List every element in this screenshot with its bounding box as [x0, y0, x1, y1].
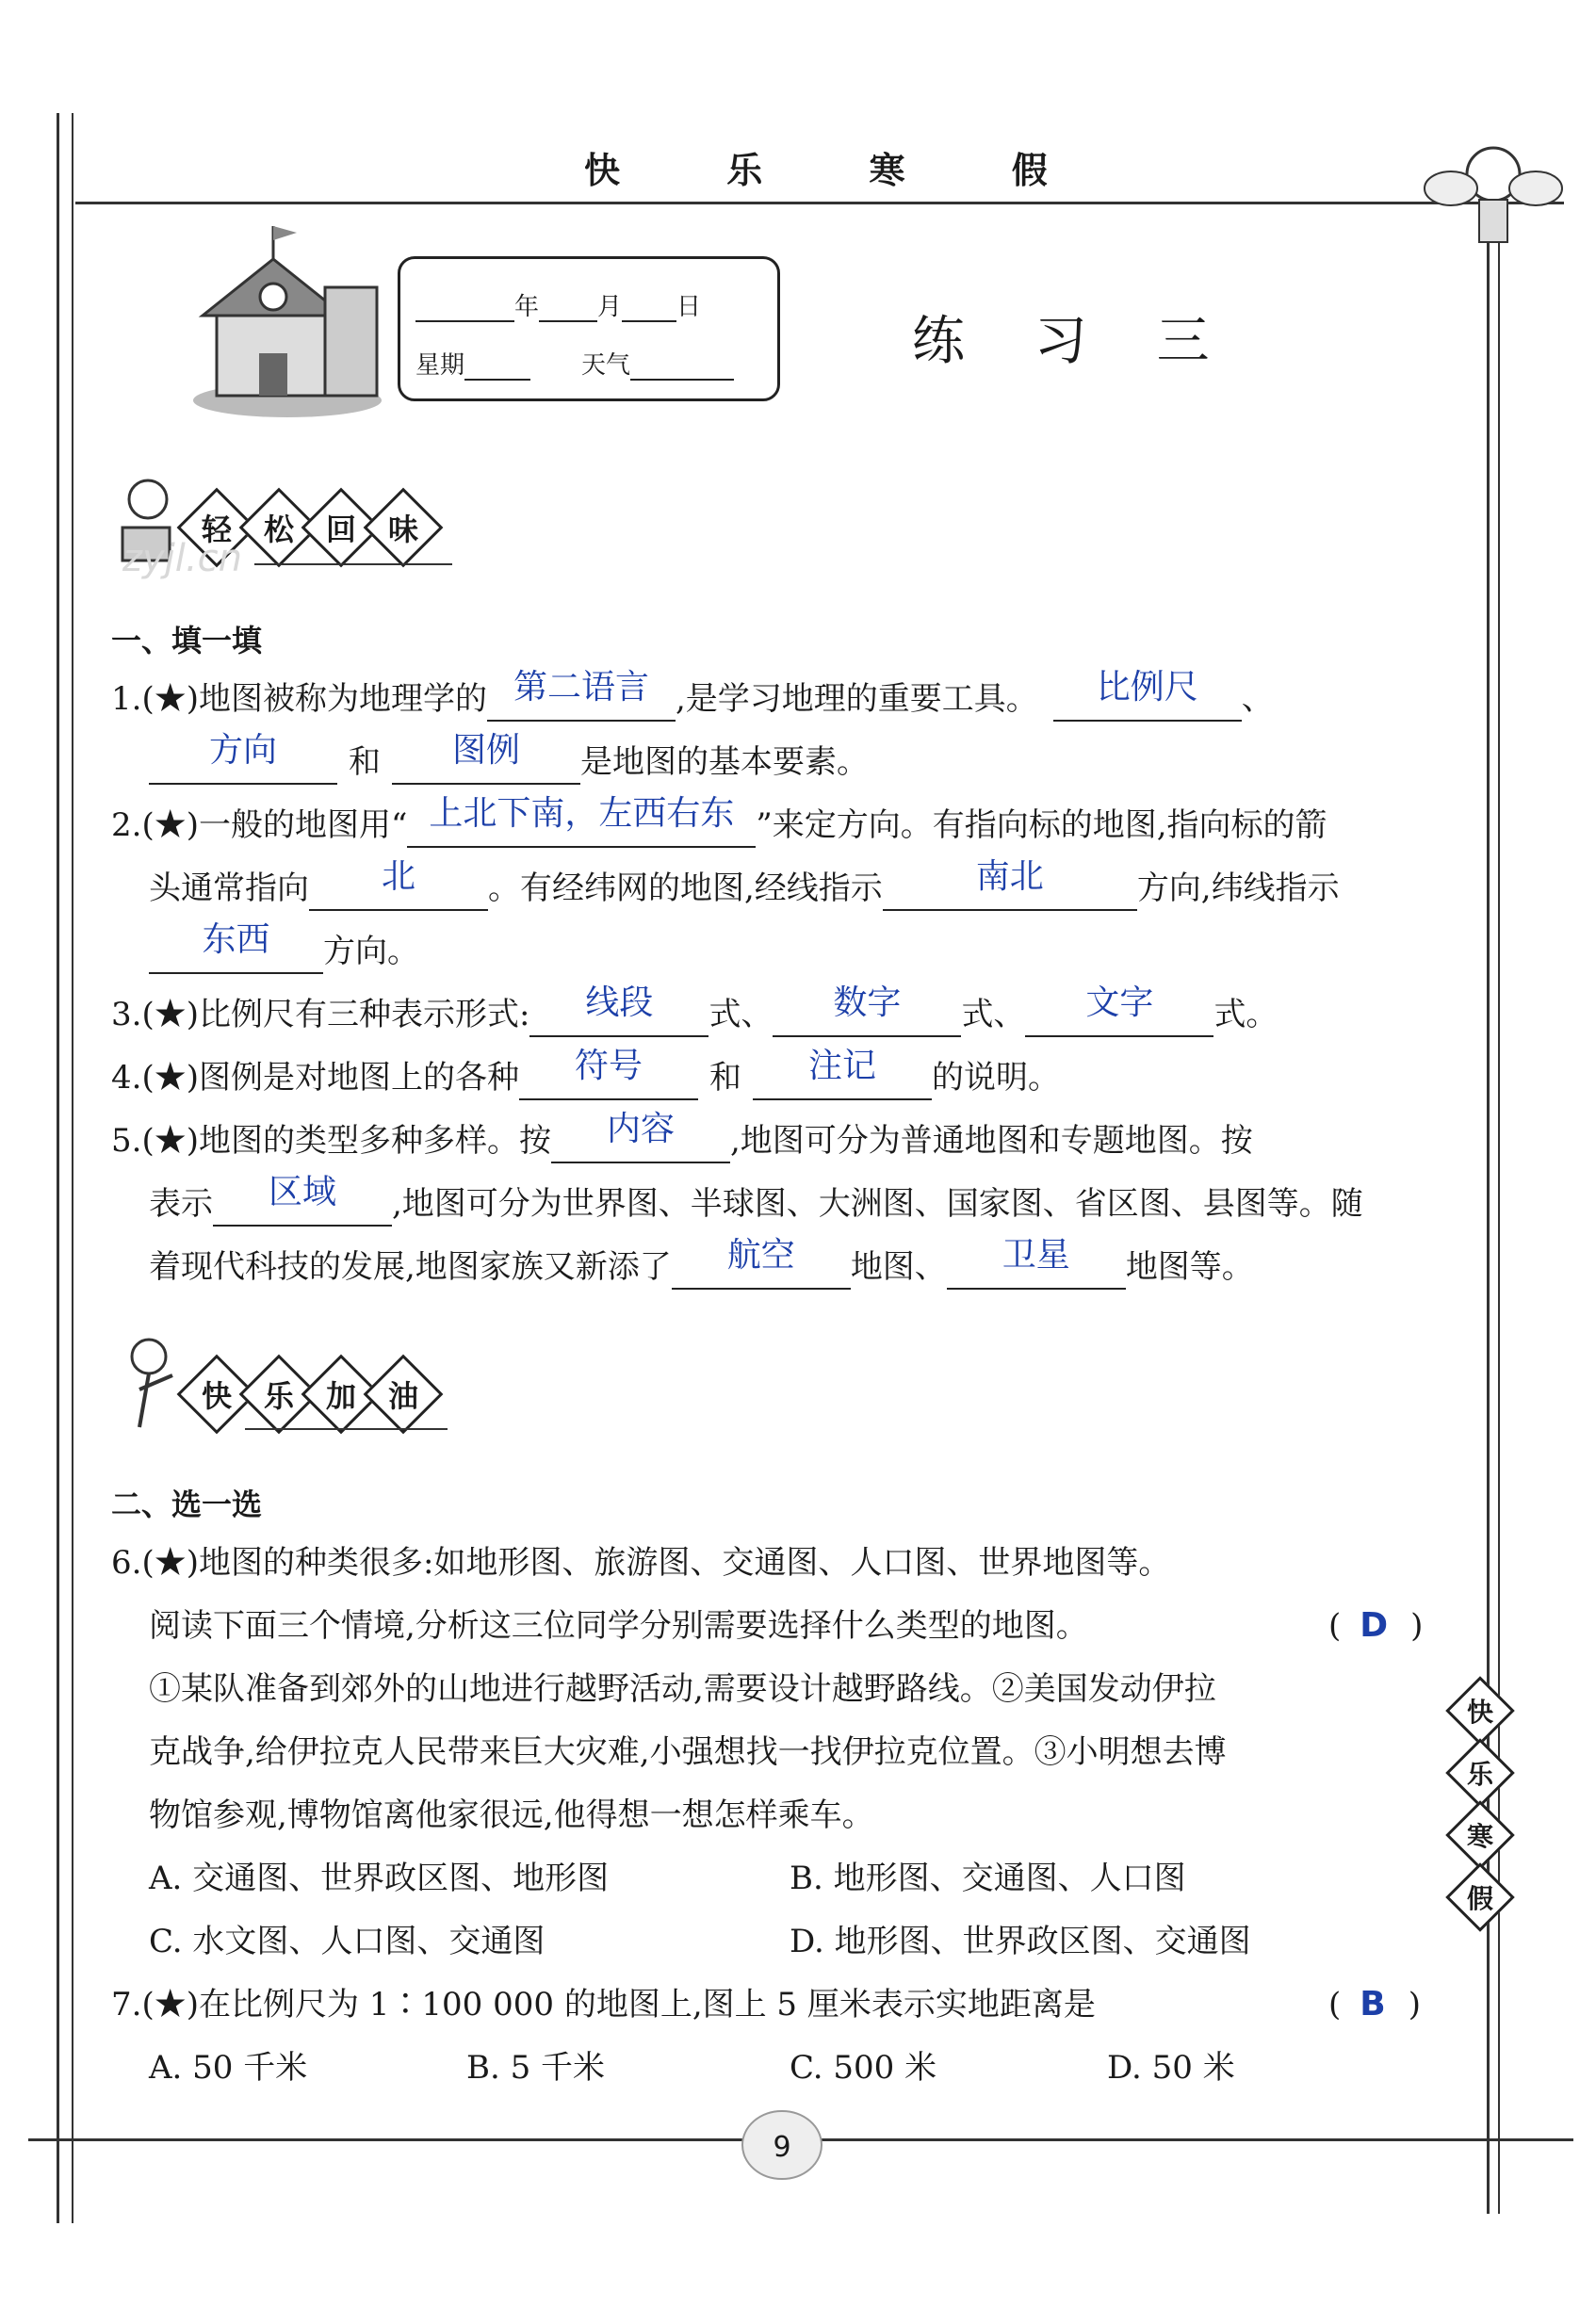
q2-line2: 头通常指向 北 。有经纬网的地图,经线指示 南北 方向,纬线指示 — [111, 866, 1340, 911]
q6-option-a: A. 交通图、世界政区图、地形图 — [149, 1860, 610, 1897]
section1-heading: 一、填一填 — [111, 623, 263, 658]
girl-cheering-icon — [111, 1333, 187, 1437]
banner2-char: 快 — [177, 1355, 257, 1435]
banner1-char: 轻 — [177, 488, 257, 568]
answer: 文字 — [1085, 983, 1154, 1022]
q6-option-b: B. 地形图、交通图、人口图 — [790, 1860, 1186, 1897]
banner1-char: 味 — [364, 488, 444, 568]
q2-line3: 东西 方向。 — [111, 929, 419, 974]
answer: 区域 — [268, 1173, 336, 1211]
banner1-underline — [254, 563, 452, 565]
q1-line2: 方向 和 图例 是地图的基本要素。 — [111, 739, 869, 785]
date-day-label: 日 — [676, 293, 702, 321]
weekday-label: 星期 — [415, 351, 465, 380]
banner2-underline — [245, 1428, 448, 1430]
left-border-outer — [57, 113, 59, 2223]
side-tab-char: 快 — [1445, 1676, 1515, 1746]
watermark: zyjl.cn — [122, 537, 242, 580]
answer: 线段 — [585, 983, 654, 1022]
answer: 上北下南，左西右东 — [429, 794, 735, 833]
banner1-char: 回 — [301, 488, 382, 568]
answer: 符号 — [574, 1047, 643, 1085]
q7-option-b: B. 5 千米 — [466, 2049, 606, 2087]
left-border-inner — [72, 113, 73, 2223]
answer: 数字 — [833, 983, 902, 1022]
date-box — [398, 256, 780, 401]
side-tab-char: 乐 — [1445, 1738, 1515, 1808]
q2-line1: 2.(★)一般的地图用“ 上北下南，左西右东 ”来定方向。有指向标的地图,指向标的箭 — [111, 803, 1327, 848]
section2-banner — [188, 1366, 432, 1422]
answer: 南北 — [975, 857, 1044, 896]
date-year-label: 年 — [514, 293, 540, 321]
answer: 第二语言 — [513, 668, 649, 707]
header-title: 快 乐 寒 假 — [584, 150, 1095, 191]
banner2-char: 加 — [301, 1355, 382, 1435]
q6-line2: 阅读下面三个情境,分析这三位同学分别需要选择什么类型的地图。 — [149, 1607, 1088, 1645]
q6-line4: 克战争,给伊拉克人民带来巨大灾难,小强想找一找伊拉克位置。③小明想去博 — [149, 1733, 1227, 1771]
side-tab — [1456, 1686, 1505, 1922]
q6-line1: 6.(★)地图的种类很多:如地形图、旅游图、交通图、人口图、世界地图等。 — [111, 1544, 1171, 1582]
answer: 注记 — [807, 1047, 876, 1085]
banner2-char: 油 — [364, 1355, 444, 1435]
banner1-char: 松 — [239, 488, 319, 568]
q7-stem: 7.(★)在比例尺为 1∶100 000 的地图上,图上 5 厘米表示实地距离是 — [111, 1986, 1096, 2023]
banner2-char: 乐 — [239, 1355, 319, 1435]
q6-line5: 物馆参观,博物馆离他家很远,他得想一想怎样乘车。 — [149, 1796, 874, 1834]
side-tab-char: 寒 — [1445, 1800, 1515, 1870]
fairy-icon — [1423, 132, 1564, 254]
date-month-label: 月 — [597, 293, 623, 321]
page-number: 9 — [773, 2131, 791, 2164]
q1-line1: 1.(★)地图被称为地理学的 第二语言 ,是学习地理的重要工具。 比例尺 、 — [111, 676, 1274, 722]
q6-option-c: C. 水文图、人口图、交通图 — [149, 1923, 546, 1960]
school-building-icon — [184, 221, 391, 419]
answer: 航空 — [726, 1236, 795, 1275]
q6-answer: D — [1360, 1606, 1389, 1645]
q7-answer: B — [1360, 1985, 1386, 2023]
q5-line1: 5.(★)地图的类型多种多样。按 内容 ,地图可分为普通地图和专题地图。按 — [111, 1118, 1253, 1163]
q7-option-c: C. 500 米 — [790, 2049, 937, 2087]
side-tab-char: 假 — [1445, 1862, 1515, 1932]
q4-line: 4.(★)图例是对地图上的各种 符号 和 注记 的说明。 — [111, 1055, 1060, 1100]
q3-line: 3.(★)比例尺有三种表示形式: 线段 式、 数字 式、 文字 式。 — [111, 992, 1278, 1037]
q7-option-d: D. 50 米 — [1107, 2049, 1235, 2087]
q6-answer-bracket: ( D ) — [1328, 1606, 1424, 1645]
exercise-title: 练 习 三 — [912, 311, 1236, 372]
section2-heading: 二、选一选 — [111, 1487, 263, 1522]
weather-label: 天气 — [581, 351, 631, 380]
answer: 北 — [381, 857, 415, 896]
q5-line3: 着现代科技的发展,地图家族又新添了 航空 地图、 卫星 地图等。 — [111, 1244, 1254, 1290]
q7-answer-bracket: ( B ) — [1328, 1985, 1421, 2023]
q7-option-a: A. 50 千米 — [149, 2049, 308, 2087]
answer: 卫星 — [1002, 1236, 1070, 1275]
answer: 方向 — [208, 731, 277, 770]
q6-line3: ①某队准备到郊外的山地进行越野活动,需要设计越野路线。②美国发动伊拉 — [149, 1670, 1216, 1708]
answer: 内容 — [606, 1110, 675, 1148]
header-rule — [75, 202, 1564, 204]
answer: 图例 — [451, 731, 520, 770]
answer: 比例尺 — [1096, 668, 1198, 707]
q6-option-d: D. 地形图、世界政区图、交通图 — [790, 1923, 1251, 1960]
q5-line2: 表示 区域 ,地图可分为世界图、半球图、大洲图、国家图、省区图、县图等。随 — [111, 1181, 1363, 1227]
answer: 东西 — [202, 920, 270, 959]
